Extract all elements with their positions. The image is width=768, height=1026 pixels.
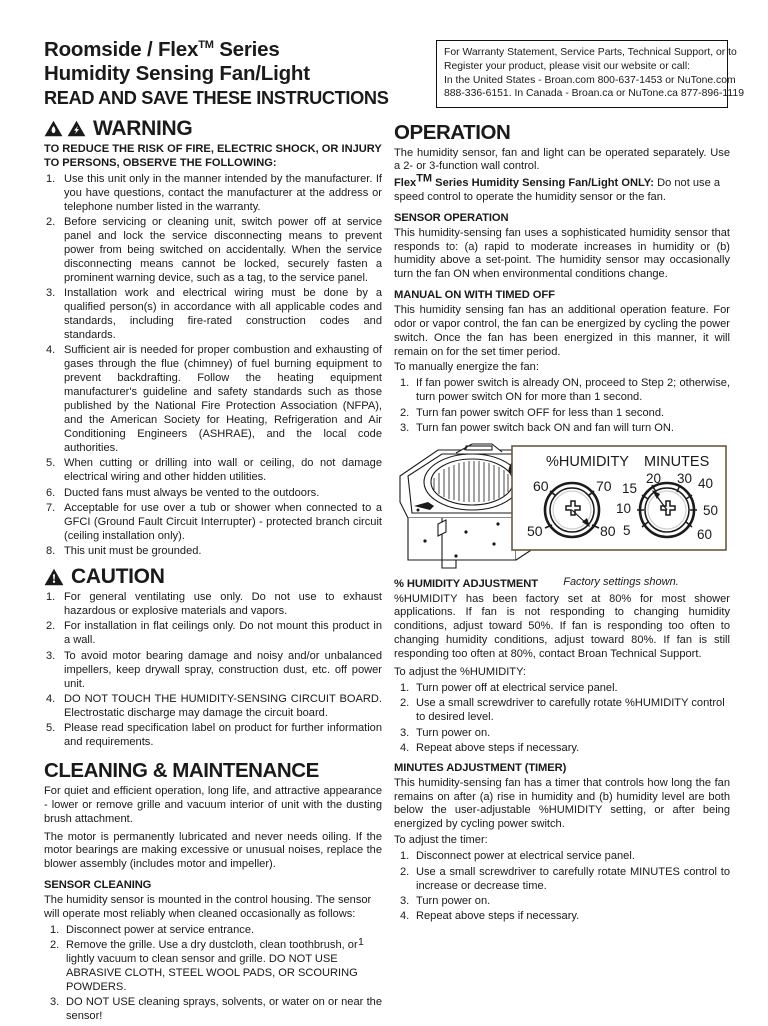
sensor-cleaning-intro: The humidity sensor is mounted in the control housing. The sensor will operate most reliably when cleaned occasionally as follows: [44, 893, 372, 920]
minutes-adjustment-intro: To adjust the timer: [394, 834, 488, 847]
list-item: Turn fan power switch OFF for less than 1 second. [416, 406, 665, 419]
list-item: This unit must be grounded. [64, 545, 202, 558]
list-item: Repeat above steps if necessary. [416, 910, 580, 923]
cleaning-paragraph-2: The motor is permanently lubricated and never needs oiling. If the motor bearings are making excessive or unusual noises, replace the blower assembly (includes motor and impeller). [44, 830, 382, 871]
list-item: Acceptable for use over a tub or shower when connected to a GFCI (Ground Fault Circuit Interrupter) - protected branch circuit (ceiling installation only). [64, 501, 382, 542]
humidity-adjustment-intro: To adjust the %HUMIDITY: [394, 666, 526, 679]
warranty-line: For Warranty Statement, Service Parts, Technical Support, or to [444, 47, 737, 58]
list-item: Disconnect power at service entrance. [66, 923, 255, 936]
list-item: Turn fan power switch back ON and fan will turn ON. [416, 422, 674, 435]
warranty-line: Register your product, please visit our website or call: [444, 60, 691, 72]
minutes-tick-10: 10 [616, 501, 632, 517]
list-item: Turn power on. [416, 726, 491, 739]
list-item: Installation work and electrical wiring must be done by a qualified person(s) in accordance with all applicable codes and standards, including fire-rated construction codes and standards. [64, 287, 382, 341]
humidity-adjustment-list [394, 682, 730, 756]
humidity-tick-70: 70 [596, 478, 612, 495]
title-text-2: Series [213, 38, 280, 61]
list-item: Ducted fans must always be vented to the outdoors. [64, 486, 320, 499]
trademark-symbol: TM [416, 172, 433, 185]
minutes-adjustment-heading: MINUTES ADJUSTMENT (TIMER) [394, 762, 567, 775]
title-block [44, 38, 404, 109]
humidity-dial-label: %HUMIDITY [546, 454, 629, 471]
flex-only-label: Series Humidity Sensing Fan/Light ONLY: [432, 177, 655, 190]
list-item: For general ventilating use only. Do not use to exhaust hazardous or explosive materials and vapors. [64, 591, 382, 618]
list-item: Sufficient air is needed for proper combustion and exhausting of gases through the flue (chimney) of fuel burning equipment to prevent backdrafting. Follow the heating equipment manufacturer's guideline and safety standards such as those published by the National Fire Protection Association (NFPA), and the American Society for Heating, Refrigeration and Air Conditioning Engineers (ASHRAE), and the local code authorities. [64, 344, 382, 454]
warranty-line: 888-336-6151. In Canada - Broan.ca or NuTone.ca 877-896-1119 [444, 88, 744, 100]
operation-heading: OPERATION [394, 121, 511, 144]
list-item: Repeat above steps if necessary. [416, 742, 580, 755]
warning-lead-text: TO REDUCE THE RISK OF FIRE, ELECTRIC SHOCK, OR INJURY TO PERSONS, OBSERVE THE FOLLOWING: [44, 143, 382, 169]
warranty-info-box [436, 40, 744, 108]
minutes-tick-5: 5 [623, 523, 631, 539]
list-item: Before servicing or cleaning unit, switch power off at service panel and lock the service disconnecting means to prevent power from being switched on accidentally. When the service disconnecting means cannot be locked, securely fasten a prominent warning device, such as a tag, to the service panel. [64, 215, 382, 284]
minutes-adjustment-paragraph: This humidity-sensing fan has a timer that controls how long the fan remains on after (a) rise in humidity and (b) humidity level are both below the user-adjustable %HUMIDITY setting, or after being energized by cycling power switch. [394, 776, 730, 831]
title-text-1: Roomside / Flex [44, 38, 199, 61]
page-number: 1 [358, 936, 364, 948]
warning-label: WARNING [93, 117, 193, 140]
page-title-line-2: Humidity Sensing Fan/Light [44, 61, 310, 85]
humidity-adjustment-label: HUMIDITY ADJUSTMENT [406, 578, 538, 591]
minutes-tick-15: 15 [622, 481, 638, 497]
list-item: Turn power off at electrical service panel. [416, 682, 618, 695]
minutes-tick-60: 60 [697, 527, 713, 543]
caution-heading [44, 566, 382, 587]
list-item: If fan power switch is already ON, proceed to Step 2; otherwise, turn power switch ON for more than 1 second. [416, 377, 730, 404]
list-item: DO NOT USE cleaning sprays, solvents, or water on or near the sensor! [66, 996, 382, 1023]
list-item: DO NOT TOUCH THE HUMIDITY-SENSING CIRCUIT BOARD. Electrostatic discharge may damage the circuit board. [64, 693, 382, 719]
warning-triangle-electric-shock-icon [67, 120, 86, 137]
page-title-line-1 [44, 38, 404, 62]
list-item: Please read specification label on product for further information and requirements. [64, 722, 382, 749]
caution-list [44, 591, 382, 750]
humidity-tick-60: 60 [533, 478, 549, 495]
read-and-save-heading: READ AND SAVE THESE INSTRUCTIONS [44, 87, 389, 108]
figure-caption: Factory settings shown. [563, 576, 679, 589]
operation-paragraph-1: The humidity sensor, fan and light can be operated separately. Use a 2- or 3-function wall control. [394, 146, 730, 173]
list-item: For installation in flat ceilings only. Do not mount this product in a wall. [64, 620, 382, 647]
percent-symbol: % [394, 578, 407, 591]
list-item: Remove the grille. Use a dry dustcloth, clean toothbrush, or lightly vacuum to clean sensor and grille. DO NOT USE ABRASIVE CLOTH, STEEL WOOL PADS, OR SCOURING POWDERS. [66, 939, 358, 993]
warning-heading [44, 118, 382, 139]
cleaning-maintenance-heading: CLEANING & MAINTENANCE [44, 759, 319, 783]
list-item: Disconnect power at electrical service panel. [416, 850, 635, 863]
caution-label: CAUTION [71, 565, 165, 589]
minutes-dial-label: MINUTES [644, 454, 710, 471]
humidity-tick-50: 50 [527, 523, 543, 540]
sensor-operation-heading: SENSOR OPERATION [394, 212, 509, 225]
list-item: Use a small screwdriver to carefully rotate MINUTES control to increase or decrease time. [416, 865, 730, 892]
flex-brand: Flex [394, 177, 417, 190]
flex-only-note [394, 172, 730, 205]
warranty-line: In the United States - Broan.com 800-637-1453 or NuTone.com [444, 74, 736, 86]
warning-triangle-flame-icon [44, 120, 63, 137]
left-column [44, 118, 382, 1026]
sensor-cleaning-heading: SENSOR CLEANING [44, 879, 152, 892]
warning-list [44, 173, 382, 559]
manual-on-heading: MANUAL ON WITH TIMED OFF [394, 289, 555, 302]
diagram-svg [394, 440, 730, 570]
document-header [44, 38, 744, 109]
list-item: Use a small screwdriver to carefully rotate %HUMIDITY control to desired level. [416, 697, 725, 724]
manual-on-intro: To manually energize the fan: [394, 361, 539, 374]
minutes-tick-40: 40 [698, 476, 714, 492]
humidity-tick-80: 80 [600, 523, 616, 540]
flex-only-text: Do not use a speed control to operate the humidity sensor or the fan. [394, 177, 721, 204]
cleaning-paragraph-1: For quiet and efficient operation, long life, and attractive appearance - lower or remove grille and vacuum interior of unit with the dusting brush attachment. [44, 784, 382, 825]
list-item: Use this unit only in the manner intended by the manufacturer. If you have questions, contact the manufacturer at the address or telephone number listed in the warranty. [64, 172, 382, 213]
humidity-adjustment-paragraph: %HUMIDITY has been factory set at 80% for most shower applications. If fan is not responding to changing humidity conditions, adjust toward 50%. If fan is responding too often to changing humidity conditions, adjust toward 80%. If fan is still responding too often at 80%, contact Broan Technical Support. [394, 592, 730, 661]
trademark-symbol: TM [198, 39, 214, 52]
minutes-tick-30: 30 [677, 471, 693, 487]
caution-triangle-icon [44, 568, 64, 586]
minutes-tick-20: 20 [646, 471, 662, 487]
right-column [394, 122, 730, 926]
list-item: To avoid motor bearing damage and noisy and/or unbalanced impellers, keep drywall spray, construction dust, etc. off power unit. [64, 649, 382, 690]
sensor-operation-paragraph: This humidity-sensing fan uses a sophisticated humidity sensor that responds to: (a) rapid to moderate increases in humidity or (b) humidity above a set-point. The humidity sensor may occasionally turn the fan ON when environmental conditions change. [394, 226, 730, 281]
list-item: When cutting or drilling into wall or ceiling, do not damage electrical wiring and other hidden utilities. [64, 457, 382, 484]
minutes-adjustment-list [394, 850, 730, 924]
manual-on-paragraph: This humidity sensing fan has an additional operation feature. For odor or vapor control, the fan can be energized by cycling the power switch. Once the fan has been energized in this manner, it will remain on for the set timer period. [394, 303, 730, 358]
list-item: Turn power on. [416, 894, 491, 907]
manual-on-list [394, 377, 730, 436]
sensor-cleaning-list [44, 924, 382, 1024]
minutes-tick-50: 50 [703, 503, 719, 519]
